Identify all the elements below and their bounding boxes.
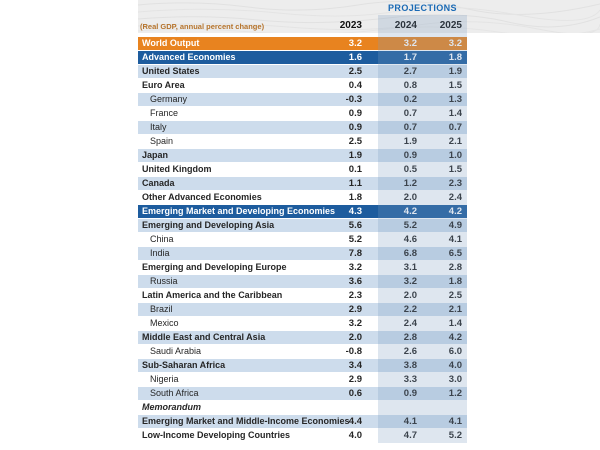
value-2024: 0.9 — [403, 150, 417, 161]
value-2023: -0.3 — [345, 94, 362, 105]
value-2025: 4.2 — [448, 332, 462, 343]
value-2024: 4.7 — [403, 430, 417, 441]
row-label: South Africa — [150, 388, 199, 398]
row-label: Latin America and the Caribbean — [142, 290, 283, 300]
row-label: India — [150, 248, 170, 258]
table-row — [138, 415, 467, 429]
value-2023: 3.2 — [348, 318, 362, 329]
value-2024: 6.8 — [403, 248, 417, 259]
value-2024: 2.6 — [403, 346, 417, 357]
table-row — [138, 121, 467, 135]
row-label: Japan — [142, 150, 169, 160]
row-label: Euro Area — [142, 80, 185, 90]
value-2024: 3.2 — [403, 38, 417, 49]
row-label: Memorandum — [142, 402, 202, 412]
value-2025: 1.8 — [448, 276, 462, 287]
value-2025: 1.5 — [448, 164, 462, 175]
value-2023: 4.0 — [348, 430, 362, 441]
table-row — [138, 373, 467, 387]
value-2025: 1.4 — [448, 318, 462, 329]
table-row — [138, 79, 467, 93]
table-row — [138, 149, 467, 163]
table-row — [138, 429, 467, 443]
table-row — [138, 177, 467, 191]
table-row — [138, 303, 467, 317]
value-2024: 3.3 — [403, 374, 417, 385]
value-2025: 4.2 — [448, 206, 462, 217]
row-label: Emerging and Developing Europe — [142, 262, 287, 272]
row-label: Canada — [142, 178, 175, 188]
value-2025: 1.4 — [448, 108, 462, 119]
value-2023: 5.6 — [348, 220, 362, 231]
year-2024-header: 2024 — [394, 20, 417, 31]
value-2023: 1.6 — [348, 52, 362, 63]
value-2025: 4.9 — [448, 220, 462, 231]
table-row — [138, 261, 467, 275]
row-label: World Output — [142, 38, 200, 48]
value-2024: 0.9 — [403, 388, 417, 399]
value-2024: 2.0 — [403, 290, 417, 301]
year-header-row — [138, 19, 467, 32]
value-2023: 1.9 — [348, 150, 362, 161]
value-2023: 2.9 — [348, 304, 362, 315]
value-2023: 3.2 — [348, 262, 362, 273]
table-row — [138, 275, 467, 289]
table-row — [138, 191, 467, 205]
row-label: Other Advanced Economies — [142, 192, 262, 202]
value-2025: 2.1 — [448, 136, 462, 147]
value-2024: 1.9 — [403, 136, 417, 147]
gdp-table-body — [138, 37, 467, 443]
value-2023: 4.3 — [348, 206, 362, 217]
row-label: Sub-Saharan Africa — [142, 360, 226, 370]
value-2023: 4.4 — [348, 416, 362, 427]
row-label: Saudi Arabia — [150, 346, 202, 356]
value-2025: 2.4 — [448, 192, 462, 203]
row-label: Middle East and Central Asia — [142, 332, 266, 342]
table-row — [138, 51, 467, 65]
value-2023 — [334, 401, 378, 414]
value-2024: 1.2 — [403, 178, 417, 189]
value-2025: 2.3 — [448, 178, 462, 189]
table-row — [138, 205, 467, 219]
value-2023: 0.4 — [348, 80, 362, 91]
year-header-spacer — [138, 19, 334, 32]
row-label: France — [150, 108, 179, 118]
value-2023: 2.3 — [348, 290, 362, 301]
row-label: United States — [142, 66, 200, 76]
year-2025-header: 2025 — [439, 20, 462, 31]
row-label: United Kingdom — [142, 164, 212, 174]
value-2023: 2.5 — [348, 136, 362, 147]
year-2023-header: 2023 — [339, 20, 362, 31]
row-label: Emerging Market and Middle-Income Economies — [142, 416, 350, 426]
value-2023: 2.9 — [348, 374, 362, 385]
value-2023: 1.1 — [348, 178, 362, 189]
value-2024: 0.7 — [403, 122, 417, 133]
table-row — [138, 317, 467, 331]
value-2025: 1.9 — [448, 66, 462, 77]
value-2025: 1.3 — [448, 94, 462, 105]
value-2023: 3.4 — [348, 360, 362, 371]
row-label: Mexico — [150, 318, 179, 328]
row-label: Germany — [150, 94, 188, 104]
value-2025: 2.1 — [448, 304, 462, 315]
value-2024: 4.2 — [403, 206, 417, 217]
value-2025 — [422, 401, 467, 414]
value-2024: 1.7 — [403, 52, 417, 63]
value-2024: 2.7 — [403, 66, 417, 77]
value-2023: 2.0 — [348, 332, 362, 343]
value-2025: 4.1 — [448, 416, 462, 427]
value-2024: 0.7 — [403, 108, 417, 119]
value-2025: 1.2 — [448, 388, 462, 399]
value-2025: 2.8 — [448, 262, 462, 273]
value-2025: 3.2 — [448, 38, 462, 49]
table-row — [138, 107, 467, 121]
table-row — [138, 289, 467, 303]
value-2024: 4.6 — [403, 234, 417, 245]
value-2024: 0.5 — [403, 164, 417, 175]
value-2023: 3.6 — [348, 276, 362, 287]
value-2025: 6.5 — [448, 248, 462, 259]
value-2025: 3.0 — [448, 374, 462, 385]
unit-note: (Real GDP, annual percent change) — [140, 22, 265, 31]
value-2025: 0.7 — [448, 122, 462, 133]
value-2024: 4.1 — [403, 416, 417, 427]
value-2023: 5.2 — [348, 234, 362, 245]
value-2024: 3.2 — [403, 276, 417, 287]
row-label: Advanced Economies — [142, 52, 236, 62]
value-2024: 5.2 — [403, 220, 417, 231]
table-row — [138, 233, 467, 247]
value-2024: 3.1 — [403, 262, 417, 273]
value-2023: -0.8 — [345, 346, 362, 357]
value-2025: 1.0 — [448, 150, 462, 161]
value-2024: 2.2 — [403, 304, 417, 315]
value-2025: 1.5 — [448, 80, 462, 91]
table-row — [138, 135, 467, 149]
row-label: Spain — [150, 136, 174, 146]
value-2023: 1.8 — [348, 192, 362, 203]
table-row — [138, 359, 467, 373]
value-2024: 0.2 — [403, 94, 417, 105]
value-2023: 0.1 — [348, 164, 362, 175]
row-label: Italy — [150, 122, 167, 132]
value-2023: 7.8 — [348, 248, 362, 259]
value-2025: 4.0 — [448, 360, 462, 371]
row-label: Nigeria — [150, 374, 179, 384]
value-2025: 5.2 — [448, 430, 462, 441]
value-2025: 6.0 — [448, 346, 462, 357]
table-row — [138, 401, 467, 415]
table-row — [138, 387, 467, 401]
table-row — [138, 163, 467, 177]
row-label: Brazil — [150, 304, 173, 314]
table-row — [138, 37, 467, 51]
row-label: Low-Income Developing Countries — [142, 430, 291, 440]
value-2023: 2.5 — [348, 66, 362, 77]
value-2024: 3.8 — [403, 360, 417, 371]
projections-header: PROJECTIONS — [388, 3, 457, 13]
table-row — [138, 331, 467, 345]
table-row — [138, 345, 467, 359]
row-label: Russia — [150, 276, 178, 286]
value-2024: 2.0 — [403, 192, 417, 203]
value-2024: 2.4 — [403, 318, 417, 329]
value-2023: 3.2 — [348, 38, 362, 49]
value-2023: 0.9 — [348, 108, 362, 119]
value-2025: 4.1 — [448, 234, 462, 245]
value-2024: 2.8 — [403, 332, 417, 343]
value-2025: 1.8 — [448, 52, 462, 63]
value-2023: 0.9 — [348, 122, 362, 133]
value-2024: 0.8 — [403, 80, 417, 91]
table-row — [138, 247, 467, 261]
value-2025: 2.5 — [448, 290, 462, 301]
table-row — [138, 93, 467, 107]
row-label: Emerging Market and Developing Economies — [142, 206, 336, 216]
row-label: Emerging and Developing Asia — [142, 220, 275, 230]
value-2023: 0.6 — [348, 388, 362, 399]
table-row — [138, 219, 467, 233]
row-label: China — [150, 234, 174, 244]
table-row — [138, 65, 467, 79]
value-2024 — [378, 401, 422, 414]
